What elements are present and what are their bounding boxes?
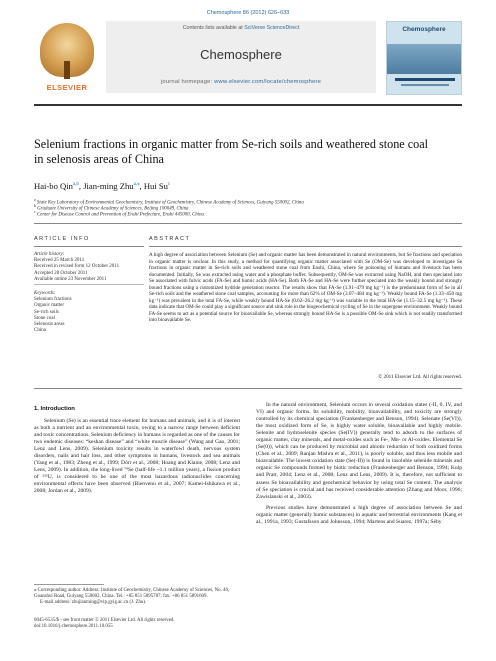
keyword: Organic matter	[34, 303, 65, 309]
doi-link[interactable]: doi:10.1016/j.chemosphere.2011.10.055	[34, 624, 113, 630]
corresponding-author-footnote: ⁎ Corresponding author. Address: Institute of Geochemistry, Chinese Academy of Sciences, No. 46, Guanshui Road, Guiyang 550002, China. Tel.: +85 851 5895787; fax: +86 851 5891609. E-mail address: zhujianming@vip.gyig.ac.cn (J. Zhu).	[34, 588, 240, 606]
journal-title: Chemosphere	[200, 47, 282, 62]
section-heading-introduction: 1. Introduction	[34, 406, 75, 412]
body-paragraph: In the natural environment, Selenium occurs in several oxidation states (-II, 0, IV, and VI) and organic forms. Its solubility, mobility, bioavailability, and toxicity are strongly controlled by its chemical speciation (Frankenberger and Benson, 1994). Selenate (Se(VI)), the most oxidized form of Se, is highly water soluble, bioavailable and highly mobile. Selenite and hydroselenite species (Se(IV)) generally tend to adsorb to the surfaces of organic matter, clay minerals, and metal-oxides such as Fe-, Mn- or Al-oxides. Elemental Se (Se(0)), which can be produced by microbial and abiotic reduction of both oxidized forms (Chen et al., 2009; Ranjan Mishra et al., 2011), is poorly soluble, and thus less mobile and bioavailable. The lowest oxidation state (Se(-II)) is found in insoluble selenide minerals and organic Se compounds formed by biotic reduction (Frankenberger and Benson, 1994; Kulp and Pratt, 2004; Lenz et al., 2008; Lenz and Lens, 2009). It is, therefore, not sufficient to assess Se bioavailability and geochemical behavior by using total Se content. The analysis of Se speciation is crucial and has received considerable attention (Zhang and Moor, 1996; Zawislanski et al., 2003).	[256, 402, 462, 500]
journal-banner	[34, 21, 462, 101]
keyword: Selenosis areas	[34, 322, 65, 328]
homepage-link[interactable]: www.elsevier.com/locate/chemosphere	[214, 79, 322, 85]
footnote-divider	[34, 584, 104, 585]
journal-homepage: journal homepage: www.elsevier.com/locate/chemosphere	[160, 79, 322, 85]
elsevier-logo[interactable]	[34, 21, 100, 95]
body-paragraph: Selenium (Se) is an essential trace element for humans and animals, and it is of interest as both a nutrient and an environmental toxin, owing to a narrow range between deficient and toxic concentrations. Selenium deficiency in humans is regarded as one of the causes for two endemic diseases: “keshan disease” and “white muscle disease” (Wang and Gao, 2001; Lenz and Lens, 2009). Selenium toxicity results in waterfowl death, nervous system disorders, nails and hair loss, and other symptoms in humans, livestock and sea animals (Yang et al., 1983; Zheng et al., 1999; Dörr et al., 2008; Hoang and Klaine, 2008; Lenz and Lens, 2009). In addition, the long-lived ⁷⁹Se (half-life ~1.1 million years), a fission product of ²³⁵U, is considered to be one of the most hazardous radionuclides concerning environmental effects have been observed (Bienvenu et al., 2007; Kamei-Ishikawa et al., 2008; Jordan et al., 2009).	[34, 418, 240, 495]
history-entry: Received 25 March 2011	[34, 258, 85, 264]
body-column-left	[34, 418, 240, 500]
history-entry: Received in revised form 12 October 2011	[34, 264, 120, 270]
cover-title: Chemosphere	[402, 26, 446, 33]
article-metadata: 0045-6535/$ - see front matter © 2011 Elsevier Ltd. All rights reserved. doi:10.1016/j.chemosphere.2011.10.055	[34, 618, 334, 630]
author-email[interactable]: E-mail address: zhujianming@vip.gyig.ac.cn (J. Zhu).	[40, 600, 147, 606]
affiliation: $^c$ Center for Disease Control and Prevention of Enshi Prefecture, Enshi 445000, China	[34, 210, 204, 218]
author-list: Hai-bo Qin$^{a,b}$, Jian-ming Zhu$^{a,⁎}$, Hui Su$^c$	[34, 181, 171, 191]
affiliation: $^a$ State Key Laboratory of Environmental Geochemistry, Institute of Geochemistry, Chinese Academy of Sciences, Guiyang 550002, China	[34, 198, 304, 206]
author-name[interactable]: Jian-ming Zhu	[83, 181, 134, 191]
paper-title: Selenium fractions in organic matter from Se-rich soils and weathered stone coal in selenosis areas of China	[34, 137, 429, 166]
article-history: Article history: Received 25 March 2011 Received in revised form 12 October 2011 Accepted 28 October 2011 Available online 23 November 2011	[34, 252, 144, 283]
keyword: Stone coal	[34, 315, 55, 321]
journal-cover-thumbnail[interactable]	[386, 21, 462, 95]
header-divider	[34, 104, 462, 106]
author-name[interactable]: Hui Su	[143, 181, 168, 191]
abstract-text: A high degree of association between Selenium (Se) and organic matter has been demonstrated in natural environments, but Se fractions and speciation in organic matter is unclear. In this study, a method for quantifying organic matter associated with Se (OM-Se) was developed to investigate Se fractions in organic matter in Se-rich soils and weathered stone coal from Enshi, China, where Se poisoning of humans and livestock has been documented. Initially, Se was extracted using water and a phosphate buffer. Subsequently, OM-Se was extracted using NaOH, and then speciated into Se associated with fulvic acids (FA-Se) and humic acids (HA-Se). Both FA-Se and HA-Se were further speciated into the weakly bound and strongly bound fractions using a customized hydride generation reactor. The results show that FA-Se (1.91–479 mg kg⁻¹) is the predominant form of Se in all Se-rich soils and the weathered stone coal samples, accounting for more than 62% of OM-Se (3.07–484 mg kg⁻¹). Weakly bound FA-Se (1.33–450 mg kg⁻¹) was prevalent in the total FA-Se, while weakly bound HA-Se (0.62–26.2 mg kg⁻¹) was variable in the total HA-Se (1.15–32.5 mg kg⁻¹). These data indicate that OM-Se could play a significant source and sink role in the biogeochemical cycling of Se in the supergene environment. Weakly bound FA-Se seems to act as a potential source for bioavailable Se, whereas strongly bound HA-Se is a possible OM-Se sink which is not readily transformed into bioavailable Se.	[149, 252, 462, 324]
keyword: China	[34, 328, 46, 334]
keyword: Selenium fractions	[34, 297, 72, 303]
author-name[interactable]: Hai-bo Qin	[34, 181, 73, 191]
journal-header-box	[106, 21, 376, 93]
article-info-heading: ARTICLE INFO	[34, 236, 90, 242]
elsevier-wordmark: ELSEVIER	[46, 83, 88, 92]
history-entry: Available online 23 November 2011	[34, 276, 107, 282]
body-column-right	[256, 402, 462, 530]
sciencedirect-link[interactable]: SciVerse ScienceDirect	[244, 25, 300, 31]
contents-availability: Contents lists available at SciVerse ScienceDirect	[182, 25, 300, 31]
affiliation-divider	[34, 223, 462, 224]
journal-citation[interactable]: Chemosphere 86 (2012) 626–633	[206, 10, 290, 16]
keyword: Se-rich soils	[34, 309, 59, 315]
abstract-heading: ABSTRACT	[149, 236, 191, 242]
copyright-notice: © 2011 Elsevier Ltd. All rights reserved.	[378, 374, 462, 380]
affiliation: $^b$ Graduate University of Chinese Academy of Sciences, Beijing 100049, China	[34, 204, 189, 212]
abstract-divider	[34, 388, 462, 389]
body-paragraph: Previous studies have demonstrated a high degree of association between Se and organic matter (generally humic substances) in aquatic and terrestrial environments (Kang et al., 1991a, 1993; Gustafsson and Johnsson, 1994; Martens and Suarez, 1997a; Séby	[256, 504, 462, 525]
history-entry: Accepted 28 October 2011	[34, 270, 88, 276]
keywords: Keywords: Selenium fractions Organic matter Se-rich soils Stone coal Selenosis areas China	[34, 291, 144, 334]
